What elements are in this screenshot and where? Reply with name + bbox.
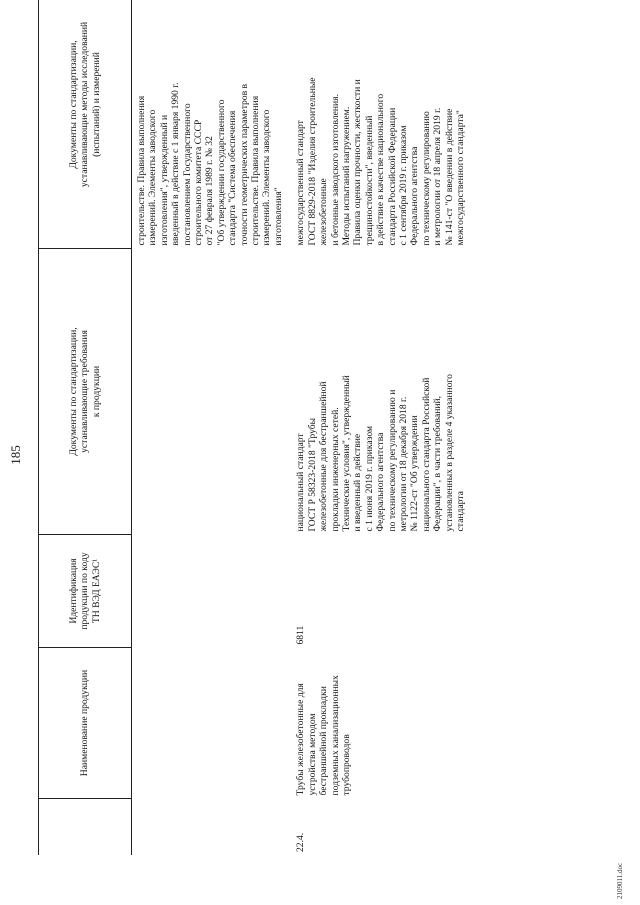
requirements-text-line: № 1122-ст "Об утверждении: [409, 415, 421, 532]
testing-text-line: Правила оценки прочности, жесткости и: [352, 79, 364, 246]
testing-text-line: Методы испытаний нагружением.: [340, 106, 352, 246]
testing-text-line: Федерального агентства: [409, 146, 421, 246]
testing-text-line: измерений. Элементы заводского: [147, 109, 159, 246]
testing-cell: [291, 0, 467, 249]
requirements-text-line: Технические условия", утвержденный: [340, 375, 352, 532]
testing-text: [295, 0, 466, 246]
testing-text-line: № 141-ст "О введении в действие: [443, 108, 455, 246]
testing-text-line: точности геометрических параметров в: [238, 83, 250, 246]
testing-text-line: изготовления", утвержденный и: [158, 114, 170, 246]
testing-text-line: строительстве. Правила выполнения: [136, 95, 147, 246]
header-requirements-docs: [39, 249, 132, 535]
header-test-line: устанавливающие методы исследований: [79, 21, 91, 188]
requirements-text-line: с 1 июня 2019 г. приказом: [363, 425, 375, 532]
product-name-line: Трубы железобетонные для: [295, 683, 307, 796]
testing-text-line: с 1 сентября 2019 г. приказом: [397, 125, 409, 246]
product-name-line: устройства методом: [306, 713, 318, 796]
testing-text-line: межгосударственного стандарта": [454, 110, 466, 246]
requirements-text-line: Федерации", в части требований,: [432, 395, 444, 532]
requirements-text-line: метрологии от 18 декабря 2018 г.: [397, 396, 409, 532]
requirements-text-line: ГОСТ Р 58323-2018 "Трубы: [306, 417, 318, 532]
requirements-cell: [291, 249, 467, 535]
testing-text-line: строительстве. Правила выполнения: [250, 95, 262, 246]
header-code-line: продукции по коду: [79, 552, 91, 630]
header-tnved-code: [39, 535, 132, 648]
testing-text-line: и бетонные заводского изготовления.: [329, 94, 341, 246]
testing-text-line: постановлением Государственного: [181, 103, 193, 246]
product-name-line: подземных канализационных: [329, 675, 341, 796]
requirements-text-line: по техническому регулированию и: [386, 389, 398, 532]
table-header-row: [39, 0, 132, 855]
testing-text-line: строительного комитета СССР: [193, 119, 205, 246]
header-code-line: ТН ВЭД ЕАЭС¹: [90, 558, 102, 624]
header-number-cell: [39, 799, 132, 856]
header-code-line: Идентификация: [67, 558, 79, 624]
header-req-line: Документы по стандартизации,: [67, 327, 79, 456]
product-name-line: трубопроводов: [340, 734, 352, 796]
requirements-text: [295, 252, 466, 532]
header-product-name: Наименование продукции: [39, 648, 132, 799]
testing-text-line: по техническому регулированию: [420, 111, 432, 246]
continuation-testing-text: [136, 0, 284, 246]
testing-text-line: изготовления": [272, 187, 284, 246]
header-req-line: к продукции: [90, 365, 102, 418]
requirements-text-line: Федерального агентства: [375, 432, 387, 532]
testing-text-line: трещиностойкости", введенный: [363, 115, 375, 246]
testing-text-line: введенный в действие с 1 января 1990 г.: [170, 82, 182, 246]
continuation-empty-cell: [132, 249, 292, 535]
continuation-empty-cell: [132, 648, 292, 799]
testing-text-line: железобетонные: [318, 178, 330, 246]
continuation-row: [132, 0, 292, 855]
requirements-text-line: прокладки инженерных сетей.: [329, 407, 341, 532]
testing-text-line: ГОСТ 8829-2018 "Изделия строительные: [306, 77, 318, 246]
requirements-text-line: стандарта: [454, 491, 466, 532]
testing-text-line: стандарта Российской Федерации: [386, 107, 398, 246]
continuation-empty-cell: [132, 535, 292, 648]
product-name-text: [295, 651, 352, 796]
page-number: 185: [8, 445, 23, 465]
testing-text-line: измерений. Элементы заводского: [261, 109, 273, 246]
requirements-text-line: железобетонные для бестраншейной: [318, 381, 330, 532]
header-test-line: (испытаний) и измерений: [90, 52, 102, 157]
testing-text-line: от 27 февраля 1989 г. № 32: [204, 136, 216, 246]
continuation-empty-cell: [132, 799, 292, 856]
requirements-text-line: и введенный в действие: [352, 433, 364, 532]
requirements-text-line: национальный стандарт: [295, 433, 307, 532]
regulation-table: [38, 0, 467, 855]
row-number: 22.4.: [295, 832, 307, 852]
header-testing-docs: [39, 0, 132, 249]
product-name-cell: [291, 648, 467, 799]
table-row: [291, 0, 467, 855]
testing-text-line: "Об утверждении государственного: [215, 99, 227, 246]
continuation-testing-cell: [132, 0, 292, 249]
header-req-line: устанавливающие требования: [79, 330, 91, 453]
testing-text-line: стандарта "Система обеспечения: [227, 110, 239, 246]
testing-text-line: межгосударственный стандарт: [295, 120, 307, 246]
requirements-text-line: установленных в разделе 4 указанного: [443, 374, 455, 532]
requirements-text-line: национального стандарта Российской: [420, 377, 432, 532]
testing-text-line: и метрологии от 18 апреля 2019 г.: [432, 107, 444, 246]
testing-text-line: в действие в качестве национального: [375, 93, 387, 246]
tnved-code-cell: 6811: [295, 625, 307, 645]
product-name-line: бестраншейной прокладки: [318, 686, 330, 796]
document-id: 2109011.doc: [616, 862, 624, 899]
header-test-line: Документы по стандартизации,: [67, 40, 79, 169]
